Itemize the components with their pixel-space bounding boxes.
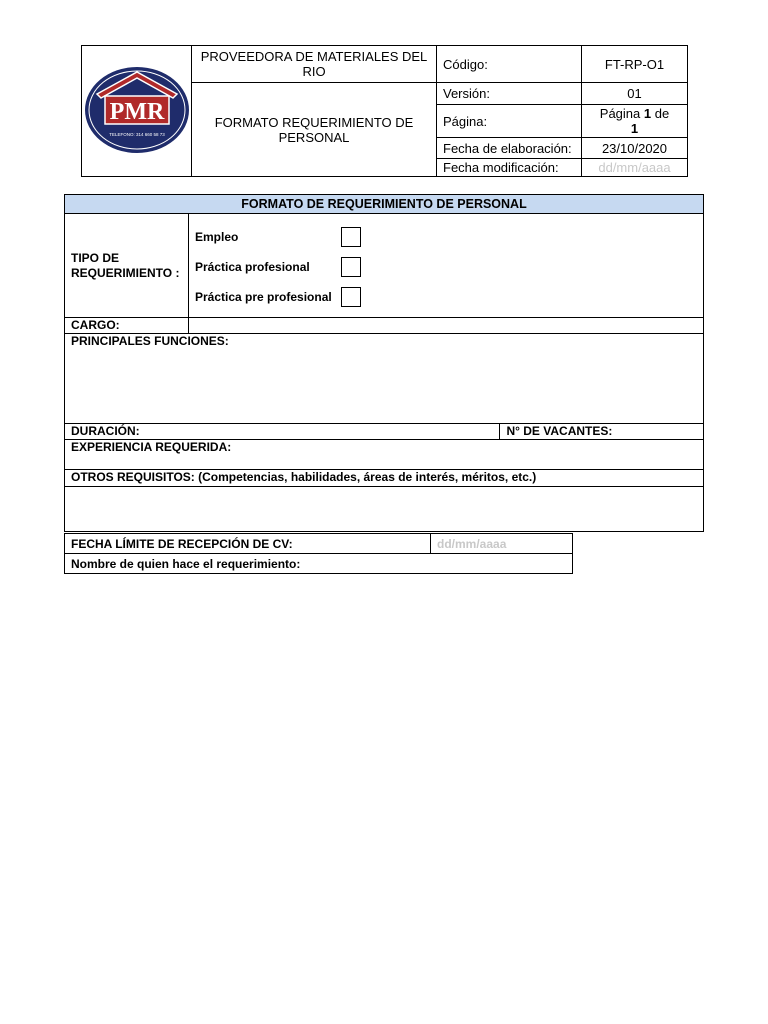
- practica-pre-profesional-checkbox[interactable]: [341, 287, 361, 307]
- otros-requisitos-field[interactable]: [65, 487, 704, 532]
- vacantes-label: N° DE VACANTES:: [506, 424, 613, 438]
- experiencia-field[interactable]: [65, 440, 704, 470]
- otros-requisitos-label: OTROS REQUISITOS: (Competencias, habilidades, áreas de interés, méritos, etc.): [65, 470, 704, 487]
- page-label: Página:: [437, 105, 582, 138]
- cargo-label: CARGO:: [65, 318, 189, 334]
- fecha-limite-field[interactable]: dd/mm/aaaa: [431, 534, 573, 554]
- elaboration-date-label: Fecha de elaboración:: [437, 138, 582, 159]
- funciones-field[interactable]: [65, 334, 704, 424]
- code-value: FT-RP-O1: [582, 46, 688, 83]
- svg-text:PMR: PMR: [109, 98, 164, 125]
- modification-date-field[interactable]: dd/mm/aaaa: [582, 159, 688, 177]
- elaboration-date-value: 23/10/2020: [582, 138, 688, 159]
- empleo-checkbox[interactable]: [341, 227, 361, 247]
- duracion-label: DURACIÓN:: [71, 424, 140, 438]
- document-title: FORMATO REQUERIMIENTO DE PERSONAL: [192, 83, 437, 177]
- svg-text:TELEFONO: 314 660 58 73: TELEFONO: 314 660 58 73: [108, 131, 165, 137]
- page-value: Página 1 de 1: [582, 105, 688, 138]
- version-value: 01: [582, 83, 688, 105]
- requirement-type-label: TIPO DE REQUERIMIENTO :: [65, 214, 189, 318]
- fecha-limite-label: FECHA LÍMITE DE RECEPCIÓN DE CV:: [65, 534, 431, 554]
- form-title: FORMATO DE REQUERIMIENTO DE PERSONAL: [65, 195, 704, 214]
- modification-date-label: Fecha modificación:: [437, 159, 582, 177]
- practica-profesional-checkbox[interactable]: [341, 257, 361, 277]
- funciones-label: PRINCIPALES FUNCIONES:: [71, 334, 229, 348]
- document-header: [81, 45, 688, 177]
- company-logo-cell: [82, 46, 192, 177]
- version-label: Versión:: [437, 83, 582, 105]
- option-empleo: Empleo: [195, 222, 697, 252]
- requester-name-label: Nombre de quien hace el requerimiento:: [71, 556, 301, 571]
- experiencia-label: EXPERIENCIA REQUERIDA:: [71, 440, 232, 454]
- cv-deadline-section: [64, 533, 573, 574]
- requirement-type-options: [189, 214, 704, 318]
- option-practica-pre-profesional: Práctica pre profesional: [195, 282, 697, 312]
- code-label: Código:: [437, 46, 582, 83]
- option-practica-profesional: Práctica profesional: [195, 252, 697, 282]
- duracion-field[interactable]: [65, 424, 500, 440]
- cargo-field[interactable]: [189, 318, 704, 334]
- vacantes-field[interactable]: [500, 424, 704, 440]
- requester-name-field[interactable]: [65, 554, 573, 574]
- company-name: PROVEEDORA DE MATERIALES DEL RIO: [192, 46, 437, 83]
- pmr-logo: [83, 64, 191, 156]
- requirement-form: [64, 194, 704, 532]
